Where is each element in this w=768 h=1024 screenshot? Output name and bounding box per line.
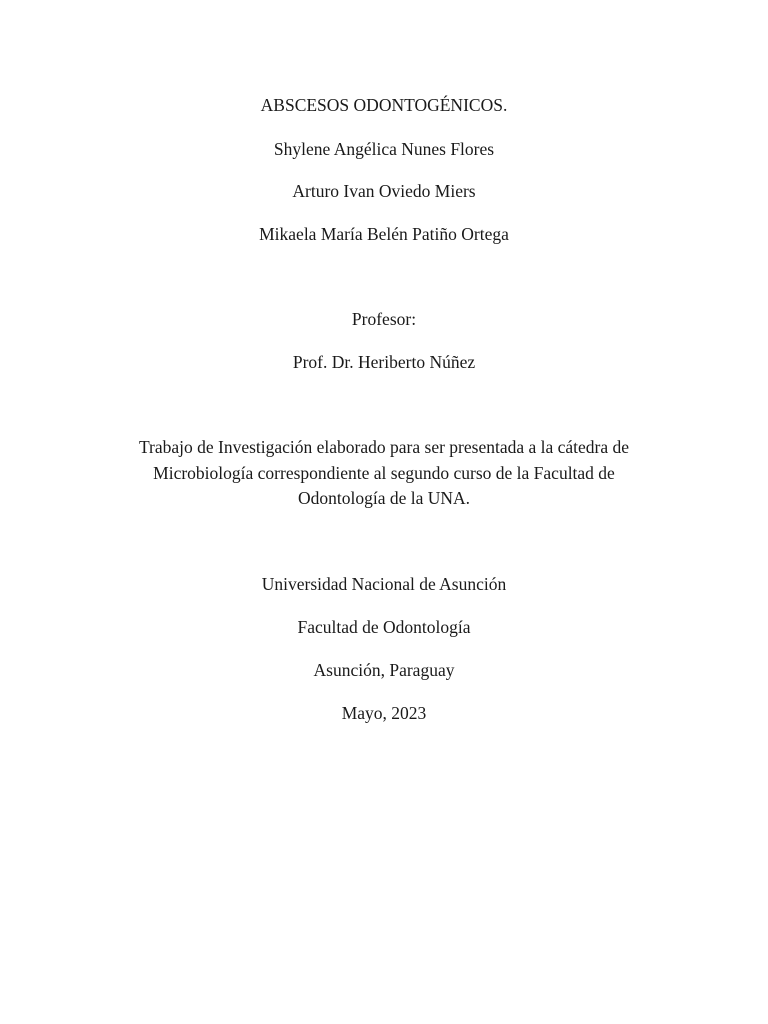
date: Mayo, 2023 — [341, 703, 427, 723]
location: Asunción, Paraguay — [313, 660, 455, 680]
author-2: Arturo Ivan Oviedo Miers — [292, 181, 476, 201]
professor-name: Prof. Dr. Heriberto Núñez — [292, 352, 476, 372]
professor-label: Profesor: — [351, 309, 417, 329]
author-1: Shylene Angélica Nunes Flores — [273, 139, 495, 159]
university-name: Universidad Nacional de Asunción — [261, 574, 507, 594]
author-3: Mikaela María Belén Patiño Ortega — [259, 224, 509, 244]
research-description: Trabajo de Investigación elaborado para ser presentada a la cátedra de Microbiología correspondiente al segundo curso de la Facultad de Odontología de la UNA. — [138, 437, 630, 508]
document-title: ABSCESOS ODONTOGÉNICOS. — [260, 95, 508, 115]
faculty-name: Facultad de Odontología — [297, 617, 471, 637]
